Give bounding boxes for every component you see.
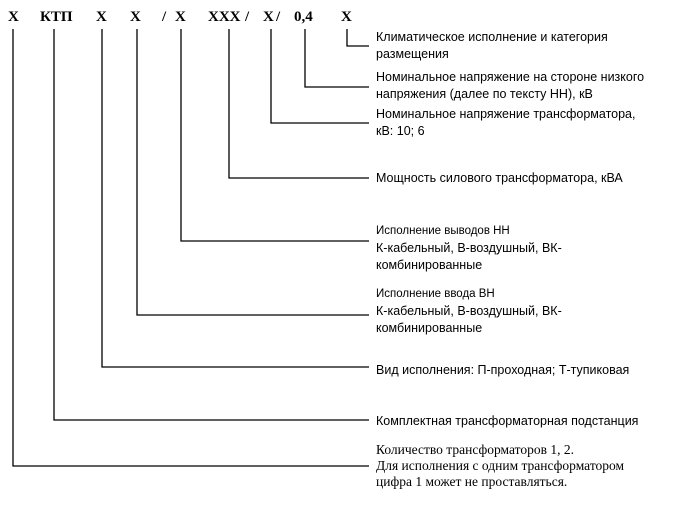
code-token-power: ХХХ — [208, 9, 241, 25]
desc-line: К-кабельный, В-воздушный, ВК- — [376, 304, 562, 318]
desc-line: напряжения (далее по тексту НН), кВ — [376, 87, 593, 101]
code-token-hv-input: Х — [130, 9, 141, 25]
desc-line: Климатическое исполнение и категория — [376, 30, 608, 44]
desc-line: Исполнение ввода ВН — [376, 288, 495, 300]
leader-line-lv-voltage — [305, 29, 369, 87]
code-token-slash-3: / — [276, 9, 281, 25]
desc-line: К-кабельный, В-воздушный, ВК- — [376, 241, 562, 255]
desc-transformer-count — [376, 442, 624, 490]
leader-line-execution-type — [102, 29, 369, 367]
code-token-climate: Х — [341, 9, 352, 25]
desc-line: цифра 1 может не проставляться. — [376, 474, 568, 489]
leader-line-power — [229, 29, 369, 178]
desc-line: кВ: 10; 6 — [376, 124, 425, 138]
code-token-execution: Х — [96, 9, 107, 25]
code-token-lv-voltage: 0,4 — [294, 9, 313, 25]
leader-line-hv-input — [137, 29, 369, 315]
desc-line: комбинированные — [376, 321, 483, 335]
desc-execution-type — [376, 362, 629, 379]
desc-line: Комплектная трансформаторная подстанция — [376, 414, 639, 428]
desc-climate — [376, 29, 608, 63]
desc-lv-voltage — [376, 69, 644, 103]
code-token-slash-1: / — [162, 9, 167, 25]
desc-line: Количество трансформаторов 1, 2. — [376, 442, 574, 457]
desc-hv-input — [376, 286, 562, 337]
desc-line: Номинальное напряжение трансформатора, — [376, 107, 636, 121]
leader-line-climate — [347, 29, 369, 46]
code-token-ktp: КТП — [40, 9, 73, 25]
desc-lv-outputs — [376, 223, 562, 274]
leader-line-transformer-voltage — [271, 29, 369, 123]
desc-power — [376, 170, 623, 187]
desc-line: Номинальное напряжение на стороне низкого — [376, 70, 645, 84]
leader-line-transformer-count — [13, 29, 369, 466]
code-token-slash-2: / — [245, 9, 250, 25]
desc-line: Исполнение выводов НН — [376, 225, 510, 237]
code-token-count: Х — [8, 9, 19, 25]
code-token-lv-outputs: Х — [175, 9, 186, 25]
desc-substation — [376, 413, 638, 430]
code-token-voltage: Х — [263, 9, 274, 25]
desc-line: комбинированные — [376, 258, 483, 272]
leader-line-lv-outputs — [181, 29, 369, 241]
desc-line: размещения — [376, 47, 449, 61]
desc-line: Вид исполнения: П-проходная; Т-тупиковая — [376, 363, 630, 377]
desc-transformer-voltage — [376, 106, 635, 140]
desc-line: Мощность силового трансформатора, кВА — [376, 171, 623, 185]
desc-line: Для исполнения с одним трансформатором — [376, 458, 625, 473]
